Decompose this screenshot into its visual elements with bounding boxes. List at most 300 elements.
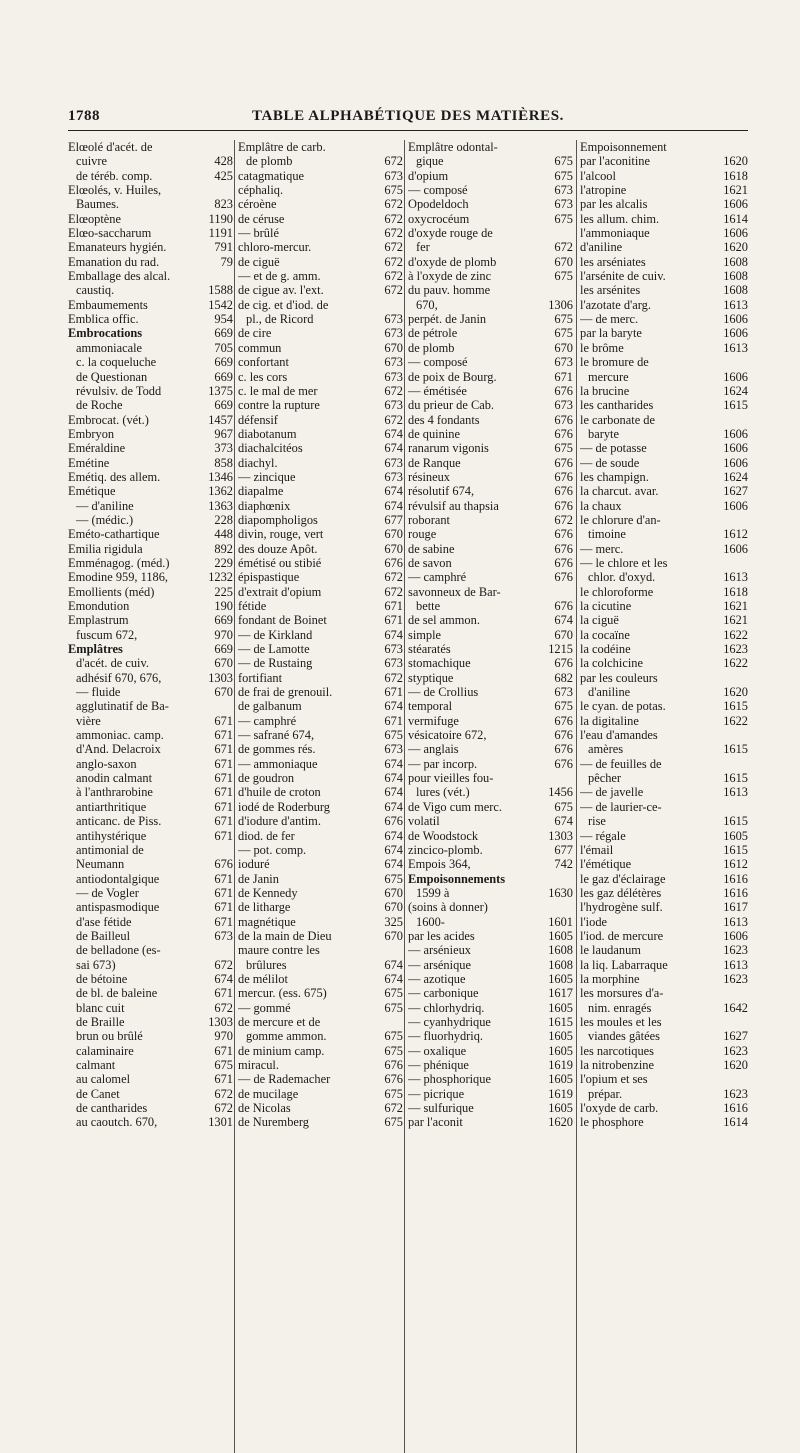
index-entry (408, 585, 573, 599)
entry-page-ref: 673 (384, 656, 403, 671)
header-rule (68, 130, 748, 131)
index-entry (580, 169, 748, 183)
entry-page-ref: 1605 (548, 1101, 573, 1116)
entry-term: Emballage des alcal. (68, 269, 171, 284)
entry-term: céphaliq. (238, 183, 284, 198)
entry-page-ref: 676 (554, 484, 573, 499)
index-entry (580, 771, 748, 785)
entry-term: — azotique (408, 971, 466, 986)
entry-page-ref: 1620 (723, 154, 748, 169)
index-entry (580, 341, 748, 355)
entry-term: antihystérique (76, 828, 147, 843)
index-entry (408, 1001, 573, 1015)
entry-page-ref: 1623 (723, 971, 748, 986)
entry-page-ref: 1232 (208, 570, 233, 585)
entry-term: — pot. comp. (238, 842, 307, 857)
index-entry (408, 915, 573, 929)
entry-term: l'émétique (580, 857, 632, 872)
entry-term: pour vieilles fou- (408, 771, 494, 786)
entry-page-ref: 229 (214, 555, 233, 570)
entry-term: résolutif 674, (408, 484, 475, 499)
entry-term: commun (238, 340, 282, 355)
entry-term: antispasmodique (76, 900, 160, 915)
index-entry (68, 628, 233, 642)
entry-term: Eméto-cathartique (68, 527, 160, 542)
entry-term: vière (76, 713, 101, 728)
index-entry (68, 570, 233, 584)
entry-page-ref: 1619 (548, 1086, 573, 1101)
entry-page-ref: 1622 (723, 627, 748, 642)
entry-term: le cyan. de potas. (580, 699, 666, 714)
index-entry (580, 370, 748, 384)
entry-term: l'émail (580, 842, 614, 857)
entry-term: de téréb. comp. (76, 168, 153, 183)
index-entry (68, 886, 233, 900)
entry-term: de ciguë (238, 254, 280, 269)
index-entry (408, 685, 573, 699)
entry-page-ref: 1605 (548, 971, 573, 986)
index-entry (68, 341, 233, 355)
entry-term: d'ase fétide (76, 914, 132, 929)
entry-term: adhésif 670, 676, (76, 670, 162, 685)
entry-page-ref: 674 (384, 771, 403, 786)
entry-term: — sulfurique (408, 1101, 474, 1116)
index-entry (238, 900, 403, 914)
entry-term: volatil (408, 814, 440, 829)
entry-page-ref: 673 (384, 355, 403, 370)
entry-term: — (médic.) (76, 512, 134, 527)
entry-term: divin, rouge, vert (238, 527, 324, 542)
index-entry (580, 613, 748, 627)
entry-term: Elœo-saccharum (68, 226, 152, 241)
entry-term: l'arsénite de cuiv. (580, 269, 666, 284)
entry-term: par les acides (408, 928, 475, 943)
entry-term: d'extrait d'opium (238, 584, 322, 599)
page-title: TABLE ALPHABÉTIQUE DES MATIÈRES. (251, 108, 565, 124)
entry-page-ref: 1613 (723, 957, 748, 972)
entry-term: Opodeldoch (408, 197, 469, 212)
index-entry (580, 728, 748, 742)
index-entry (238, 943, 403, 957)
index-entry (68, 929, 233, 943)
entry-term: d'huile de croton (238, 785, 321, 800)
index-entry (238, 728, 403, 742)
index-entry (238, 685, 403, 699)
entry-page-ref: 1215 (548, 642, 573, 657)
entry-term: mercure (588, 369, 629, 384)
entry-term: l'iod. de mercure (580, 928, 664, 943)
entry-page-ref: 1457 (208, 412, 233, 427)
entry-page-ref: 1621 (723, 599, 748, 613)
entry-term: vermifuge (408, 713, 459, 728)
entry-term: anglo-saxon (76, 756, 137, 771)
index-entry (580, 355, 748, 369)
entry-page-ref: 671 (214, 713, 233, 728)
entry-page-ref: 670 (384, 928, 403, 943)
entry-term: céroène (238, 197, 277, 212)
index-entry (408, 1101, 573, 1115)
entry-page-ref: 675 (384, 986, 403, 1001)
entry-page-ref: 673 (384, 455, 403, 470)
index-entry (408, 943, 573, 957)
entry-term: de mercure et de (238, 1014, 321, 1029)
entry-term: au caoutch. 670, (76, 1115, 158, 1130)
entry-page-ref: 676 (554, 498, 573, 513)
index-entry (580, 843, 748, 857)
entry-term: antiodontalgique (76, 871, 160, 886)
entry-term: roborant (408, 512, 450, 527)
entry-page-ref: 1615 (723, 398, 748, 413)
index-entry (238, 169, 403, 183)
entry-term: la morphine (580, 971, 640, 986)
index-entry (408, 312, 573, 326)
entry-term: — arsénieux (408, 943, 471, 958)
entry-page-ref: 669 (214, 326, 233, 341)
index-entry (580, 570, 748, 584)
index-entry (238, 370, 403, 384)
index-entry (580, 986, 748, 1000)
entry-term: de Kennedy (238, 885, 298, 900)
entry-page-ref: 676 (384, 1072, 403, 1087)
index-entry (408, 470, 573, 484)
index-entry (68, 1101, 233, 1115)
index-entry (238, 513, 403, 527)
entry-term: d'aniline (588, 685, 631, 700)
entry-term: calaminaire (76, 1043, 134, 1058)
entry-term: d'acét. de cuiv. (76, 656, 149, 671)
entry-term: antiarthritique (76, 799, 147, 814)
entry-term: l'oxyde de carb. (580, 1101, 659, 1116)
entry-page-ref: 670 (384, 527, 403, 542)
index-entry (68, 1015, 233, 1029)
entry-term: — oxalique (408, 1043, 467, 1058)
entry-page-ref: 672 (384, 412, 403, 427)
entry-page-ref: 1190 (208, 211, 233, 226)
entry-page-ref: 674 (384, 699, 403, 714)
entry-term: lures (vét.) (416, 785, 470, 800)
entry-page-ref: 892 (214, 541, 233, 556)
entry-page-ref: 682 (554, 670, 573, 685)
entry-term: Emblica offic. (68, 312, 139, 327)
entry-term: anticanc. de Piss. (76, 814, 162, 829)
entry-term: brun ou brûlé (76, 1029, 143, 1044)
entry-term: Emplastrum (68, 613, 129, 628)
entry-page-ref: 676 (554, 728, 573, 743)
index-entry (238, 542, 403, 556)
entry-term: de sel ammon. (408, 613, 480, 628)
entry-page-ref: 672 (384, 269, 403, 284)
index-entry (238, 255, 403, 269)
index-entry (580, 326, 748, 340)
entry-page-ref: 1619 (548, 1058, 573, 1072)
entry-page-ref: 1606 (723, 426, 748, 441)
entry-term: les gaz délétères (580, 885, 662, 900)
index-entry (408, 513, 573, 527)
entry-term: calmant (76, 1058, 116, 1072)
index-entry (580, 642, 748, 656)
entry-page-ref: 673 (384, 168, 403, 183)
entry-page-ref: 858 (214, 455, 233, 470)
entry-page-ref: 671 (214, 1043, 233, 1058)
index-entry (68, 499, 233, 513)
entry-term: le bromure de (580, 355, 649, 370)
entry-page-ref: 1613 (723, 297, 748, 312)
entry-term: résineux (408, 469, 450, 484)
entry-term: ammoniacale (76, 340, 143, 355)
index-entry (238, 929, 403, 943)
entry-term: de pétrole (408, 326, 458, 341)
index-entry (238, 570, 403, 584)
entry-term: Elœolés, v. Huiles, (68, 183, 162, 198)
entry-page-ref: 672 (214, 957, 233, 972)
entry-page-ref: 1608 (548, 957, 573, 972)
entry-page-ref: 1346 (208, 469, 233, 484)
entry-page-ref: 672 (384, 283, 403, 298)
entry-page-ref: 1614 (723, 211, 748, 226)
entry-page-ref: 674 (384, 799, 403, 814)
entry-term: l'ammoniaque (580, 226, 650, 241)
entry-term: fétide (238, 599, 267, 613)
index-entry (238, 283, 403, 297)
entry-page-ref: 1613 (723, 785, 748, 800)
entry-page-ref: 672 (384, 584, 403, 599)
index-entry (580, 212, 748, 226)
index-entry (68, 1115, 233, 1129)
index-entry (408, 857, 573, 871)
entry-page-ref: 79 (220, 254, 233, 269)
index-entry (408, 886, 573, 900)
entry-term: le laudanum (580, 943, 641, 958)
entry-page-ref: 1303 (208, 1014, 233, 1029)
entry-page-ref: 670 (554, 340, 573, 355)
entry-term: l'eau d'amandes (580, 728, 658, 743)
index-entry (580, 972, 748, 986)
entry-term: le phosphore (580, 1115, 644, 1130)
entry-page-ref: 1306 (548, 297, 573, 312)
entry-page-ref: 675 (554, 326, 573, 341)
entry-page-ref: 673 (384, 742, 403, 757)
index-entry (68, 656, 233, 670)
entry-page-ref: 676 (554, 599, 573, 613)
entry-page-ref: 705 (214, 340, 233, 355)
entry-term: les cantharides (580, 398, 654, 413)
index-entry (68, 456, 233, 470)
entry-term: ioduré (238, 857, 270, 872)
index-entry (580, 384, 748, 398)
index-entry (580, 269, 748, 283)
index-entry (68, 154, 233, 168)
entry-page-ref: 1630 (548, 885, 573, 900)
index-entry (68, 742, 233, 756)
entry-page-ref: 669 (214, 613, 233, 628)
index-entry (408, 900, 573, 914)
index-entry (68, 226, 233, 240)
entry-page-ref: 672 (214, 1086, 233, 1101)
entry-term: — de feuilles de (580, 756, 662, 771)
entry-term: par l'aconitine (580, 154, 651, 169)
entry-term: à l'oxyde de zinc (408, 269, 492, 284)
entry-page-ref: 228 (214, 512, 233, 527)
index-entry (238, 857, 403, 871)
entry-page-ref: 674 (554, 613, 573, 628)
entry-term: diaphœnix (238, 498, 291, 513)
entry-term: — ammoniaque (238, 756, 318, 771)
entry-page-ref: 1616 (723, 885, 748, 900)
index-entry (238, 484, 403, 498)
entry-term: de savon (408, 555, 452, 570)
index-entry (580, 757, 748, 771)
index-entry (68, 800, 233, 814)
entry-page-ref: 676 (384, 555, 403, 570)
entry-term: — fluorhydriq. (408, 1029, 484, 1044)
index-entry (68, 857, 233, 871)
entry-term: la charcut. avar. (580, 484, 659, 499)
index-entry (580, 470, 748, 484)
entry-page-ref: 671 (384, 685, 403, 700)
entry-term: Emanation du rad. (68, 254, 160, 269)
entry-term: — phénique (408, 1058, 469, 1072)
entry-term: de Nuremberg (238, 1115, 309, 1130)
index-entry (580, 226, 748, 240)
entry-page-ref: 670 (384, 541, 403, 556)
index-entry (408, 1015, 573, 1029)
index-entry (68, 255, 233, 269)
index-entry (580, 1029, 748, 1043)
entry-term: de mucilage (238, 1086, 299, 1101)
entry-term: l'iode (580, 914, 608, 929)
entry-page-ref: 674 (384, 426, 403, 441)
entry-page-ref: 1612 (723, 857, 748, 872)
entry-page-ref: 1606 (723, 326, 748, 341)
entry-term: Embryon (68, 426, 115, 441)
index-entry (68, 140, 233, 154)
entry-term: du pauv. homme (408, 283, 491, 298)
entry-term: de plomb (408, 340, 455, 355)
entry-term: — émétisée (408, 383, 467, 398)
index-entry (68, 1001, 233, 1015)
entry-term: de Bailleul (76, 928, 131, 943)
index-entry (238, 915, 403, 929)
entry-term: contre la rupture (238, 398, 320, 413)
index-entry (408, 829, 573, 843)
entry-page-ref: 671 (214, 785, 233, 800)
entry-term: — picrique (408, 1086, 465, 1101)
entry-page-ref: 674 (384, 842, 403, 857)
entry-term: — composé (408, 183, 468, 198)
entry-page-ref: 676 (554, 455, 573, 470)
entry-page-ref: 1303 (548, 828, 573, 843)
index-entry (580, 1058, 748, 1072)
entry-term: 1600- (416, 914, 445, 929)
entry-page-ref: 1606 (723, 226, 748, 241)
index-entry (408, 972, 573, 986)
entry-term: maure contre les (238, 943, 320, 958)
entry-term: styptique (408, 670, 454, 685)
entry-term: savonneux de Bar- (408, 584, 501, 599)
index-entry (408, 355, 573, 369)
index-entry (238, 197, 403, 211)
entry-term: mercur. (ess. 675) (238, 986, 327, 1001)
entry-page-ref: 676 (554, 527, 573, 542)
entry-term: de bl. de baleine (76, 986, 158, 1001)
index-entry (68, 900, 233, 914)
entry-page-ref: 1622 (723, 656, 748, 671)
entry-page-ref: 671 (214, 885, 233, 900)
entry-term: de Woodstock (408, 828, 479, 843)
entry-page-ref: 1624 (723, 383, 748, 398)
entry-page-ref: 674 (384, 441, 403, 456)
index-entry (408, 656, 573, 670)
entry-term: — de laurier-ce- (580, 799, 662, 814)
entry-term: vésicatoire 672, (408, 728, 487, 743)
index-entry (68, 771, 233, 785)
page-number: 1788 (68, 108, 100, 124)
index-entry (68, 283, 233, 297)
index-entry (408, 255, 573, 269)
entry-page-ref: 1615 (723, 842, 748, 857)
entry-page-ref: 190 (214, 599, 233, 613)
index-entry (238, 843, 403, 857)
index-entry (408, 499, 573, 513)
index-entry (238, 326, 403, 340)
entry-term: la colchicine (580, 656, 643, 671)
entry-page-ref: 669 (214, 398, 233, 413)
entry-term: — safrané 674, (238, 728, 315, 743)
entry-page-ref: 670 (554, 627, 573, 642)
entry-page-ref: 1606 (723, 369, 748, 384)
entry-page-ref: 675 (384, 1029, 403, 1044)
entry-term: Emodine 959, 1186, (68, 570, 169, 585)
entry-term: de litharge (238, 900, 291, 915)
entry-page-ref: 676 (384, 1058, 403, 1072)
index-entry (68, 642, 233, 656)
index-entry (580, 154, 748, 168)
index-entry (580, 556, 748, 570)
index-entry (408, 699, 573, 713)
entry-page-ref: 674 (384, 857, 403, 872)
index-entry (408, 183, 573, 197)
entry-term: rise (588, 814, 606, 829)
index-entry (68, 1058, 233, 1072)
entry-term: caustiq. (76, 283, 115, 298)
index-entry (68, 714, 233, 728)
entry-term: miracul. (238, 1058, 279, 1072)
entry-term: — chlorhydriq. (408, 1000, 485, 1015)
entry-page-ref: 670 (214, 685, 233, 700)
entry-term: 670, (416, 297, 438, 312)
entry-page-ref: 673 (214, 928, 233, 943)
entry-page-ref: 1608 (723, 254, 748, 269)
entry-term: de minium camp. (238, 1043, 325, 1058)
entry-term: simple (408, 627, 442, 642)
index-entry (408, 929, 573, 943)
entry-term: 1599 à (416, 885, 450, 900)
index-entry (238, 341, 403, 355)
index-entry (68, 915, 233, 929)
entry-term: Emondution (68, 599, 130, 613)
entry-page-ref: 676 (384, 814, 403, 829)
index-entry (580, 1101, 748, 1115)
entry-page-ref: 675 (554, 312, 573, 327)
entry-page-ref: 671 (384, 599, 403, 613)
index-entry (238, 312, 403, 326)
entry-page-ref: 673 (554, 197, 573, 212)
entry-term: épispastique (238, 570, 300, 585)
index-entry (580, 197, 748, 211)
index-entry (580, 656, 748, 670)
index-entry (238, 829, 403, 843)
index-entry (408, 728, 573, 742)
